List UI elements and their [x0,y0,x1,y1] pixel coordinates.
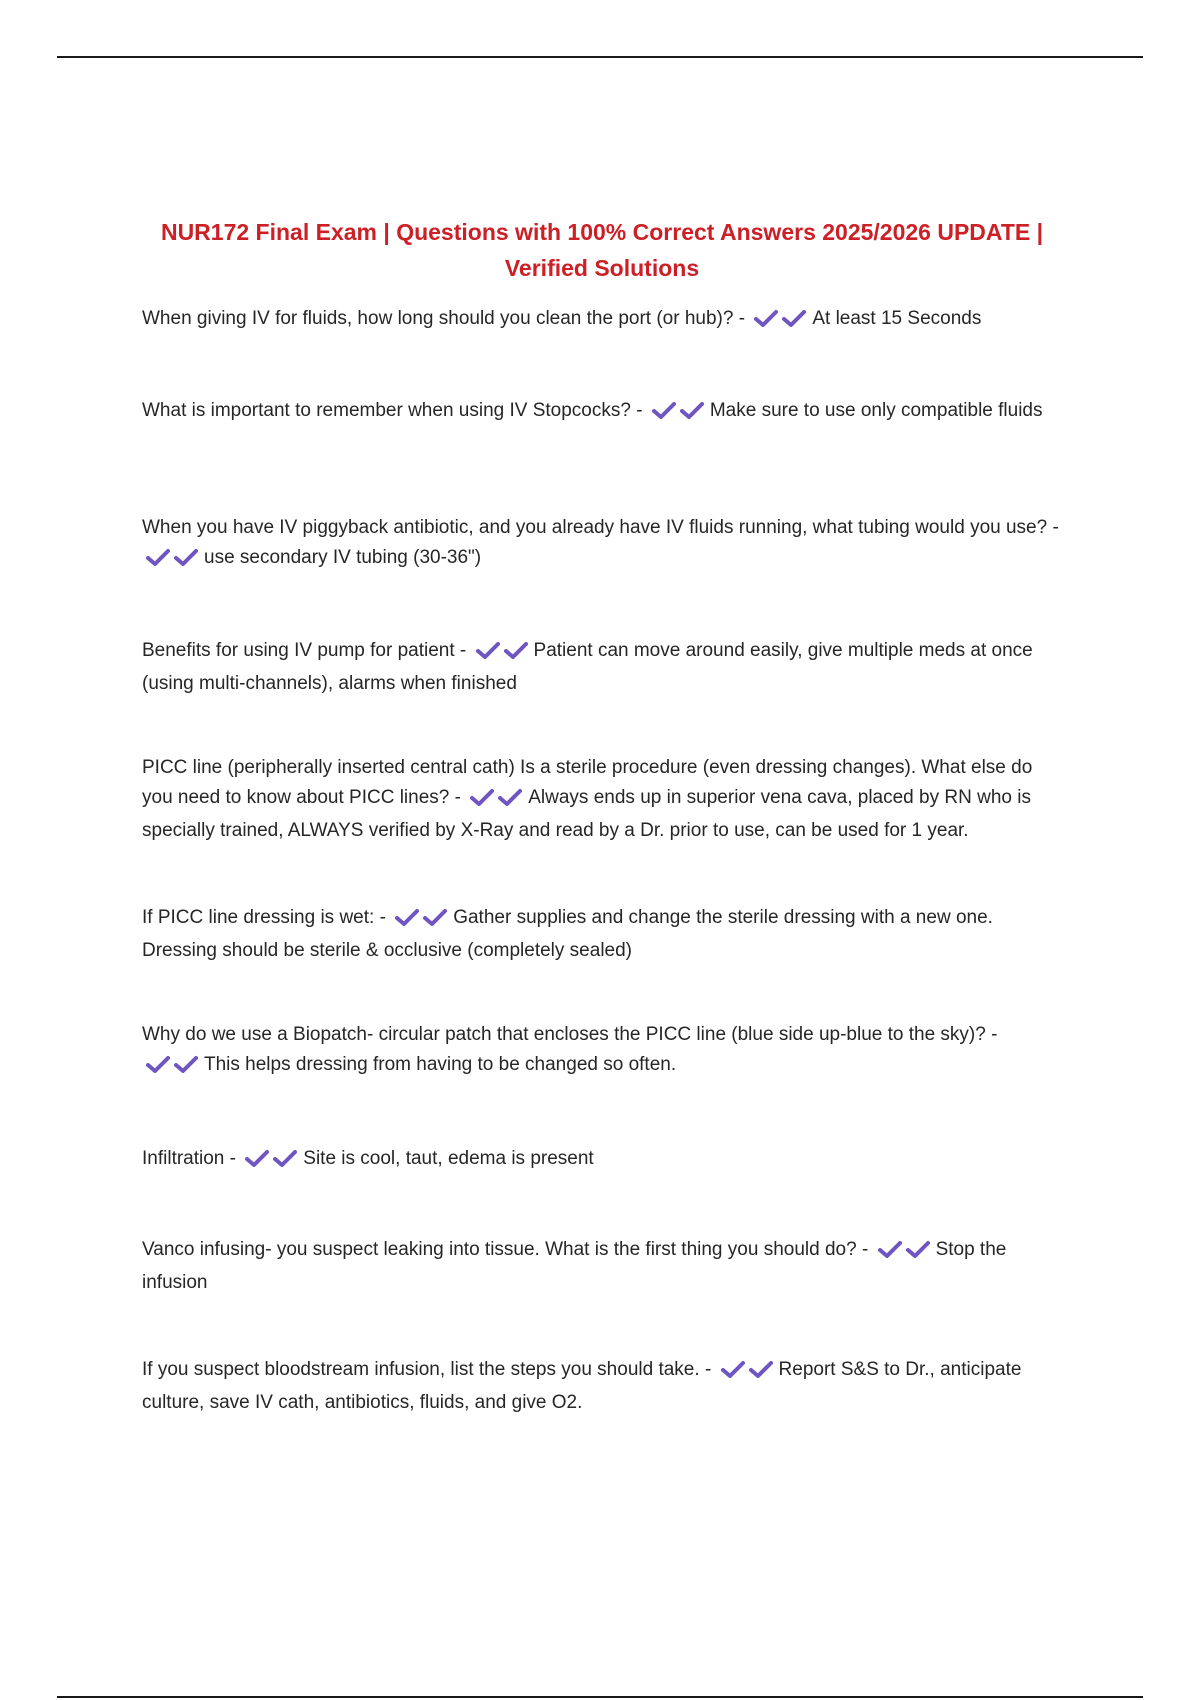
page-title: NUR172 Final Exam | Questions with 100% Correct Answers 2025/2026 UPDATE | Verified Solutions [160,219,1044,281]
separator: - [636,400,643,421]
separator: - [991,1024,998,1045]
question-text: If PICC line dressing is wet: [142,907,375,928]
check-icon [146,1055,170,1073]
qa-item-10 [142,1355,1062,1418]
qa-item-9 [142,1235,1062,1298]
separator: - [454,787,461,808]
check-icon [906,1240,930,1258]
double-check-icon [470,786,526,816]
double-check-icon [146,1053,202,1083]
check-icon [423,908,447,926]
answer-text: Site is cool, taut, edema is present [303,1148,594,1169]
double-check-icon [652,399,708,429]
qa-item-5 [142,753,1062,846]
check-icon [878,1240,902,1258]
separator: - [1052,517,1059,538]
separator: - [738,308,746,329]
qa-item-4 [142,636,1062,699]
double-check-icon [878,1238,934,1268]
question-text: Vanco infusing- you suspect leaking into tissue. What is the first thing you should do? [142,1239,857,1260]
qa-item-7 [142,1020,1062,1083]
qa-item-8 [142,1144,1062,1177]
question-text: If you suspect bloodstream infusion, list the steps you should take. [142,1359,700,1380]
question-text: When you have IV piggyback antibiotic, and you already have IV fluids running, what tubing would you use? [142,517,1048,538]
check-icon [680,401,704,419]
separator: - [459,640,467,661]
header-rule [57,56,1143,58]
check-icon [395,908,419,926]
question-text: What is important to remember when using IV Stopcocks? [142,400,631,421]
check-icon [146,548,170,566]
qa-item-6 [142,903,1062,966]
separator: - [704,1359,712,1380]
answer-text: Gather supplies and change the sterile dressing with a new one. Dressing should be sterile & occlusive (completely sealed) [142,907,993,961]
separator: - [229,1148,236,1169]
question-text: Why do we use a Biopatch- circular patch that encloses the PICC line (blue side up-blue to the sky)? [142,1024,986,1045]
footer-rule [57,1696,1143,1698]
check-icon [504,641,528,659]
answer-text: Make sure to use only compatible fluids [709,400,1043,421]
answer-text: use secondary IV tubing (30-36") [204,547,482,568]
check-icon [476,641,500,659]
check-icon [754,309,778,327]
check-icon [721,1360,745,1378]
question-text: When giving IV for fluids, how long should you clean the port (or hub)? [142,308,734,329]
double-check-icon [754,307,810,337]
check-icon [782,309,806,327]
answer-text: Always ends up in superior vena cava, placed by RN who is specially trained, ALWAYS verified by X-Ray and read by a Dr. prior to use, can be used for 1 year. [142,787,1031,841]
answer-text: Report S&S to Dr., anticipate culture, save IV cath, antibiotics, fluids, and give O2. [142,1359,1022,1413]
check-icon [749,1360,773,1378]
check-icon [174,548,198,566]
double-check-icon [395,906,451,936]
double-check-icon [476,639,532,669]
answer-text: At least 15 Seconds [812,308,982,329]
answer-text: This helps dressing from having to be changed so often. [204,1054,677,1075]
separator: - [379,907,386,928]
double-check-icon [721,1358,777,1388]
check-icon [174,1055,198,1073]
qa-item-1 [142,304,1062,337]
qa-item-2 [142,396,1062,429]
qa-item-3 [142,513,1062,576]
answer-text: Stop the infusion [142,1239,1007,1293]
answer-text: Patient can move around easily, give multiple meds at once (using multi-channels), alarms when finished [142,640,1033,694]
check-icon [245,1149,269,1167]
question-text: Benefits for using IV pump for patient [142,640,455,661]
question-text: Infiltration [142,1148,225,1169]
double-check-icon [245,1147,301,1177]
separator: - [861,1239,869,1260]
double-check-icon [146,546,202,576]
check-icon [470,788,494,806]
question-text: PICC line (peripherally inserted central cath) Is a sterile procedure (even dressing changes). What else do you need to know about PICC lines? [142,757,1033,808]
check-icon [498,788,522,806]
check-icon [652,401,676,419]
check-icon [273,1149,297,1167]
